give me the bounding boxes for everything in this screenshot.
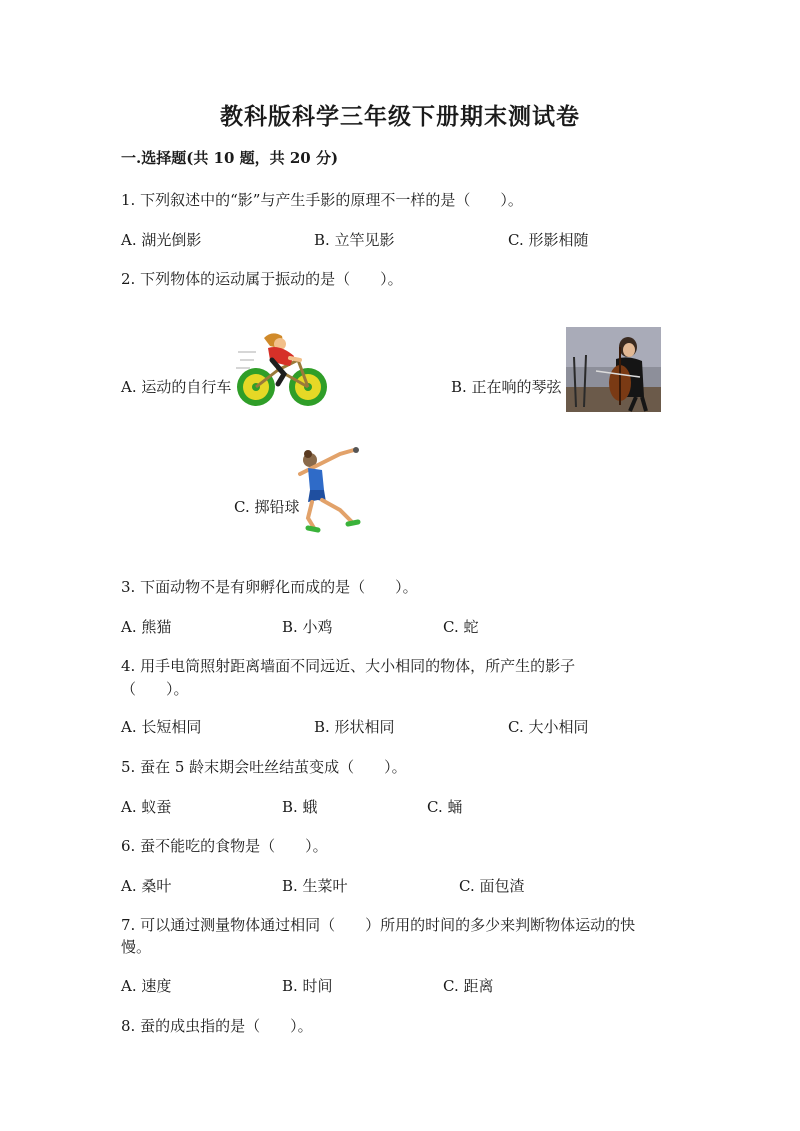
question-3-option-c: C. 蛇 xyxy=(443,618,479,636)
question-2-option-a: A. 运动的自行车 xyxy=(121,378,232,396)
question-6-text: 6. 蚕不能吃的食物是（ ）。 xyxy=(121,837,328,855)
question-5-text: 5. 蚕在 5 龄末期会吐丝结茧变成（ ）。 xyxy=(121,758,407,776)
question-5-option-b: B. 蛾 xyxy=(282,798,318,816)
question-7-option-a: A. 速度 xyxy=(121,977,172,995)
question-2-option-b: B. 正在响的琴弦 xyxy=(451,378,562,396)
question-6-option-b: B. 生菜叶 xyxy=(282,877,348,895)
page-title: 教科版科学三年级下册期末测试卷 xyxy=(220,103,580,130)
question-1-option-b: B. 立竿见影 xyxy=(314,231,395,249)
question-3-option-a: A. 熊猫 xyxy=(121,618,172,636)
question-7-option-b: B. 时间 xyxy=(282,977,333,995)
question-7-text-line1: 7. 可以通过测量物体通过相同（ ）所用的时间的多少来判断物体运动的快 xyxy=(121,916,636,934)
shot-put-illustration xyxy=(290,444,368,534)
question-4-option-c: C. 大小相同 xyxy=(508,718,589,736)
question-6-option-a: A. 桑叶 xyxy=(121,877,172,895)
question-2-text: 2. 下列物体的运动属于振动的是（ ）。 xyxy=(121,270,403,288)
cyclist-illustration xyxy=(234,330,330,414)
question-8-text: 8. 蚕的成虫指的是（ ）。 xyxy=(121,1017,313,1035)
question-3-option-b: B. 小鸡 xyxy=(282,618,333,636)
question-4-option-b: B. 形状相同 xyxy=(314,718,395,736)
section-heading: 一.选择题(共 10 题，共 20 分) xyxy=(121,149,339,167)
question-1-option-a: A. 湖光倒影 xyxy=(121,231,202,249)
question-3-text: 3. 下面动物不是有卵孵化而成的是（ ）。 xyxy=(121,578,418,596)
cellist-photo xyxy=(566,327,661,412)
question-4-text-line2: （ ）。 xyxy=(121,680,189,698)
question-6-option-c: C. 面包渣 xyxy=(459,877,525,895)
question-4-option-a: A. 长短相同 xyxy=(121,718,202,736)
question-5-option-c: C. 蛹 xyxy=(427,798,463,816)
question-2-option-c: C. 掷铅球 xyxy=(234,498,300,516)
question-7-option-c: C. 距离 xyxy=(443,977,494,995)
question-1-text: 1. 下列叙述中的“影”与产生手影的原理不一样的是（ ）。 xyxy=(121,191,523,209)
question-7-text-line2: 慢。 xyxy=(121,938,152,956)
question-1-option-c: C. 形影相随 xyxy=(508,231,589,249)
question-5-option-a: A. 蚁蚕 xyxy=(121,798,172,816)
question-4-text-line1: 4. 用手电筒照射距离墙面不同远近、大小相同的物体，所产生的影子 xyxy=(121,657,576,675)
